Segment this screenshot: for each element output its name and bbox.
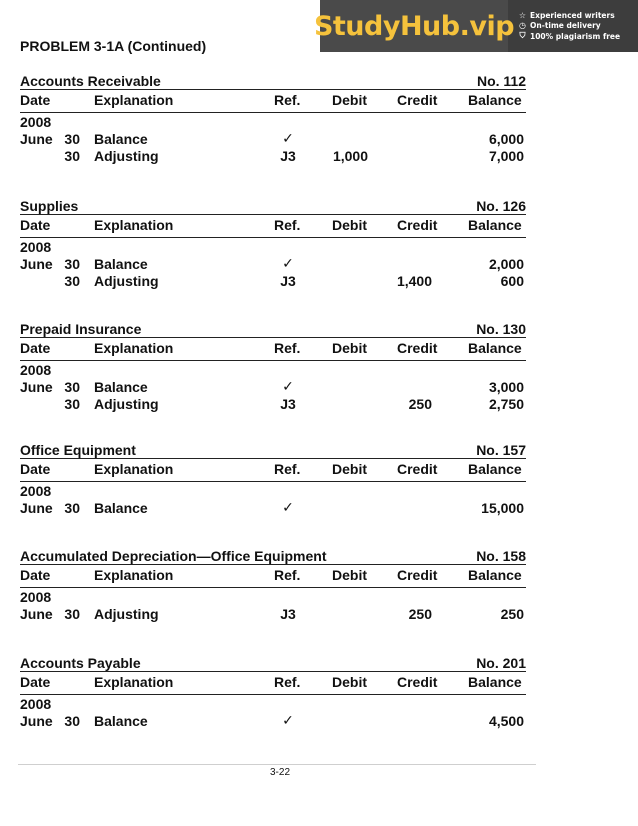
col-balance: Balance (468, 340, 522, 356)
column-headers (20, 90, 526, 113)
col-ref: Ref. (274, 674, 301, 690)
col-ref: Ref. (274, 461, 301, 477)
entry-month: June (20, 256, 53, 272)
account-number: No. 126 (476, 198, 526, 214)
entry-year: 2008 (20, 483, 52, 499)
ledger-entry-row (20, 255, 526, 272)
feature-item (518, 11, 638, 20)
entry-balance: 15,000 (481, 500, 524, 516)
page-number: 3-22 (269, 767, 290, 778)
account-number: No. 201 (476, 655, 526, 671)
ledger-entry-row (20, 147, 526, 164)
feature-text: Experienced writers (530, 11, 615, 20)
entry-ref: J3 (280, 148, 296, 164)
checkmark-icon: ✓ (282, 713, 294, 729)
ledger-account (20, 318, 526, 412)
ledger-entry-row (20, 499, 526, 516)
col-debit: Debit (332, 567, 367, 583)
entry-year: 2008 (20, 696, 52, 712)
year-row (20, 482, 526, 499)
column-headers (20, 215, 526, 238)
account-name: Accounts Receivable (20, 73, 161, 89)
entry-month: June (20, 713, 53, 729)
col-balance: Balance (468, 567, 522, 583)
account-header (20, 318, 526, 338)
column-headers (20, 672, 526, 695)
entry-balance: 600 (500, 273, 524, 289)
account-header (20, 70, 526, 90)
entry-day: 30 (64, 713, 80, 729)
entry-balance: 3,000 (488, 379, 524, 395)
entry-year: 2008 (20, 239, 52, 255)
col-credit: Credit (397, 567, 438, 583)
account-header (20, 439, 526, 459)
col-date: Date (20, 217, 51, 233)
col-credit: Credit (397, 92, 438, 108)
entry-day: 30 (64, 500, 80, 516)
entry-explanation: Balance (94, 131, 148, 147)
checkmark-icon: ✓ (282, 131, 294, 147)
entry-credit: 250 (408, 396, 432, 412)
entry-year: 2008 (20, 362, 52, 378)
entry-ref: J3 (280, 396, 296, 412)
col-ref: Ref. (274, 567, 301, 583)
col-date: Date (20, 674, 51, 690)
account-name: Accumulated Depreciation—Office Equipment (20, 548, 327, 564)
entry-month: June (20, 131, 53, 147)
account-name: Prepaid Insurance (20, 321, 142, 337)
entry-day: 30 (64, 131, 80, 147)
col-explanation: Explanation (94, 340, 174, 356)
entry-explanation: Adjusting (94, 273, 159, 289)
col-date: Date (20, 340, 51, 356)
column-headers (20, 565, 526, 588)
entry-year: 2008 (20, 114, 52, 130)
account-number: No. 157 (476, 442, 526, 458)
entry-explanation: Balance (94, 713, 148, 729)
studyhub-logo[interactable]: StudyHub.vip (320, 0, 508, 52)
entry-month: June (20, 500, 53, 516)
account-header (20, 652, 526, 672)
col-explanation: Explanation (94, 674, 174, 690)
col-credit: Credit (397, 674, 438, 690)
year-row (20, 588, 526, 605)
entry-year: 2008 (20, 589, 52, 605)
checkmark-icon: ✓ (282, 500, 294, 516)
account-header (20, 545, 526, 565)
entry-day: 30 (64, 148, 80, 164)
col-balance: Balance (468, 92, 522, 108)
ledger-entry-row (20, 395, 526, 412)
entry-day: 30 (64, 606, 80, 622)
year-row (20, 238, 526, 255)
ledger-entry-row (20, 130, 526, 147)
feature-item (518, 31, 638, 41)
entry-credit: 1,400 (396, 273, 432, 289)
feature-text: On-time delivery (530, 21, 601, 30)
col-ref: Ref. (274, 340, 301, 356)
entry-credit: 250 (408, 606, 432, 622)
ledger-account (20, 652, 526, 729)
ledger-entry-row (20, 378, 526, 395)
entry-explanation: Adjusting (94, 396, 159, 412)
entry-day: 30 (64, 273, 80, 289)
entry-day: 30 (64, 396, 80, 412)
account-number: No. 158 (476, 548, 526, 564)
studyhub-banner[interactable] (313, 0, 638, 52)
feature-list (508, 11, 638, 41)
entry-month: June (20, 606, 53, 622)
entry-balance: 7,000 (488, 148, 524, 164)
col-explanation: Explanation (94, 461, 174, 477)
year-row (20, 695, 526, 712)
col-balance: Balance (468, 674, 522, 690)
col-ref: Ref. (274, 92, 301, 108)
col-debit: Debit (332, 461, 367, 477)
ledger-account (20, 545, 526, 622)
footer-divider (18, 764, 536, 765)
star-icon: ☆ (518, 11, 527, 20)
entry-explanation: Adjusting (94, 606, 159, 622)
col-date: Date (20, 92, 51, 108)
account-number: No. 130 (476, 321, 526, 337)
ledger-entry-row (20, 605, 526, 622)
entry-explanation: Balance (94, 256, 148, 272)
account-name: Office Equipment (20, 442, 136, 458)
entry-balance: 4,500 (488, 713, 524, 729)
problem-title: PROBLEM 3-1A (Continued) (20, 38, 207, 54)
entry-explanation: Balance (94, 500, 148, 516)
checkmark-icon: ✓ (282, 379, 294, 395)
col-debit: Debit (332, 92, 367, 108)
col-credit: Credit (397, 461, 438, 477)
feature-item (518, 21, 638, 30)
entry-day: 30 (64, 256, 80, 272)
feature-text: 100% plagiarism free (530, 31, 621, 41)
entry-explanation: Balance (94, 379, 148, 395)
year-row (20, 361, 526, 378)
ledger-entry-row (20, 272, 526, 289)
account-name: Supplies (20, 198, 79, 214)
entry-balance: 6,000 (488, 131, 524, 147)
col-explanation: Explanation (94, 92, 174, 108)
col-balance: Balance (468, 461, 522, 477)
column-headers (20, 338, 526, 361)
entry-explanation: Adjusting (94, 148, 159, 164)
col-balance: Balance (468, 217, 522, 233)
col-date: Date (20, 567, 51, 583)
col-ref: Ref. (274, 217, 301, 233)
col-date: Date (20, 461, 51, 477)
ledger-account (20, 70, 526, 164)
entry-day: 30 (64, 379, 80, 395)
col-explanation: Explanation (94, 567, 174, 583)
account-name: Accounts Payable (20, 655, 141, 671)
entry-balance: 250 (500, 606, 524, 622)
entry-balance: 2,750 (488, 396, 524, 412)
checkmark-icon: ✓ (282, 256, 294, 272)
account-number: No. 112 (476, 73, 526, 89)
shield-icon: ⛉ (519, 31, 526, 40)
entry-ref: J3 (280, 606, 296, 622)
ledger-account (20, 195, 526, 289)
clock-icon: ◷ (519, 21, 526, 30)
ledger-account (20, 439, 526, 516)
col-credit: Credit (397, 340, 438, 356)
account-header (20, 195, 526, 215)
ledger-entry-row (20, 712, 526, 729)
year-row (20, 113, 526, 130)
entry-balance: 2,000 (488, 256, 524, 272)
col-credit: Credit (397, 217, 438, 233)
col-debit: Debit (332, 674, 367, 690)
col-debit: Debit (332, 217, 367, 233)
column-headers (20, 459, 526, 482)
entry-month: June (20, 379, 53, 395)
entry-ref: J3 (280, 273, 296, 289)
col-explanation: Explanation (94, 217, 174, 233)
entry-debit: 1,000 (332, 148, 368, 164)
col-debit: Debit (332, 340, 367, 356)
